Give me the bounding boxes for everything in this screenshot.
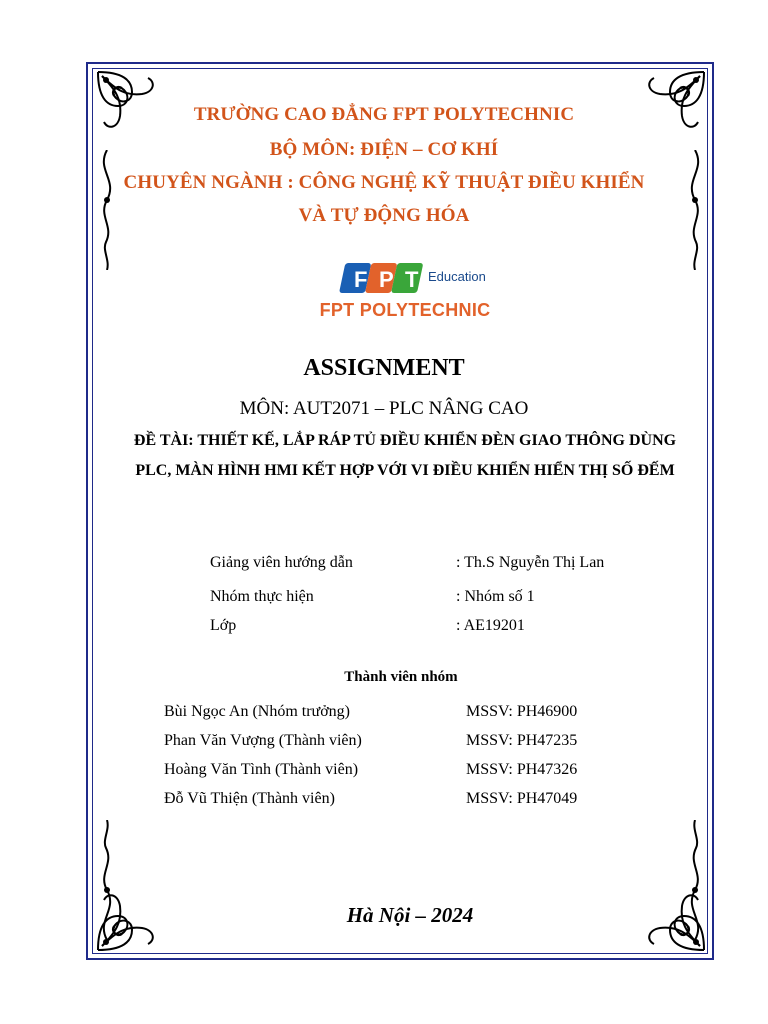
school-name: TRƯỜNG CAO ĐẲNG FPT POLYTECHNIC: [193, 104, 575, 125]
info-label-instructor: Giảng viên hướng dẫn: [210, 554, 353, 571]
topic-text: ĐỀ TÀI: THIẾT KẾ, LẮP RÁP TỦ ĐIỀU KHIỂN ĐÈN GIAO THÔNG DÙNG PLC, MÀN HÌNH HMI KẾT HỢP VỚI VI ĐIỀU KHIỂN HIỂN THỊ SỐ ĐẾM: [133, 432, 677, 479]
member-name: Bùi Ngọc An (Nhóm trưởng): [164, 703, 351, 720]
department-name: BỘ MÔN: ĐIỆN – CƠ KHÍ: [269, 139, 499, 160]
fpt-polytechnic-logo: [300, 258, 510, 328]
major-line-1: CHUYÊN NGÀNH : CÔNG NGHỆ KỸ THUẬT ĐIỀU KHIỂN: [123, 172, 645, 193]
info-value-group: : Nhóm số 1: [456, 588, 535, 605]
member-name: Đỗ Vũ Thiện (Thành viên): [164, 790, 335, 807]
info-label-group: Nhóm thực hiện: [210, 588, 314, 605]
page-border-inner: [92, 68, 708, 954]
place-and-year: Hà Nội – 2024: [346, 903, 474, 927]
members-heading: Thành viên nhóm: [344, 669, 458, 685]
member-id: MSSV: PH47235: [466, 732, 578, 749]
info-label-class: Lớp: [210, 617, 237, 634]
logo-letter-f: F: [354, 267, 368, 292]
logo-letter-t: T: [405, 267, 419, 292]
logo-education-text: Education: [428, 269, 486, 284]
subject-line: MÔN: AUT2071 – PLC NÂNG CAO: [239, 398, 529, 419]
member-name: Phan Văn Vượng (Thành viên): [164, 732, 362, 749]
info-value-class: : AE19201: [456, 617, 525, 634]
member-name: Hoàng Văn Tình (Thành viên): [164, 761, 359, 778]
major-line-2: VÀ TỰ ĐỘNG HÓA: [298, 205, 470, 226]
member-id: MSSV: PH47049: [466, 790, 578, 807]
info-value-instructor: : Th.S Nguyễn Thị Lan: [456, 554, 605, 571]
logo-letter-p: P: [379, 267, 394, 292]
document-title: ASSIGNMENT: [303, 355, 465, 381]
fpt-logo-icon: [338, 260, 438, 296]
member-id: MSSV: PH46900: [466, 703, 578, 720]
member-id: MSSV: PH47326: [466, 761, 578, 778]
logo-brand-name: FPT POLYTECHNIC: [319, 300, 491, 320]
